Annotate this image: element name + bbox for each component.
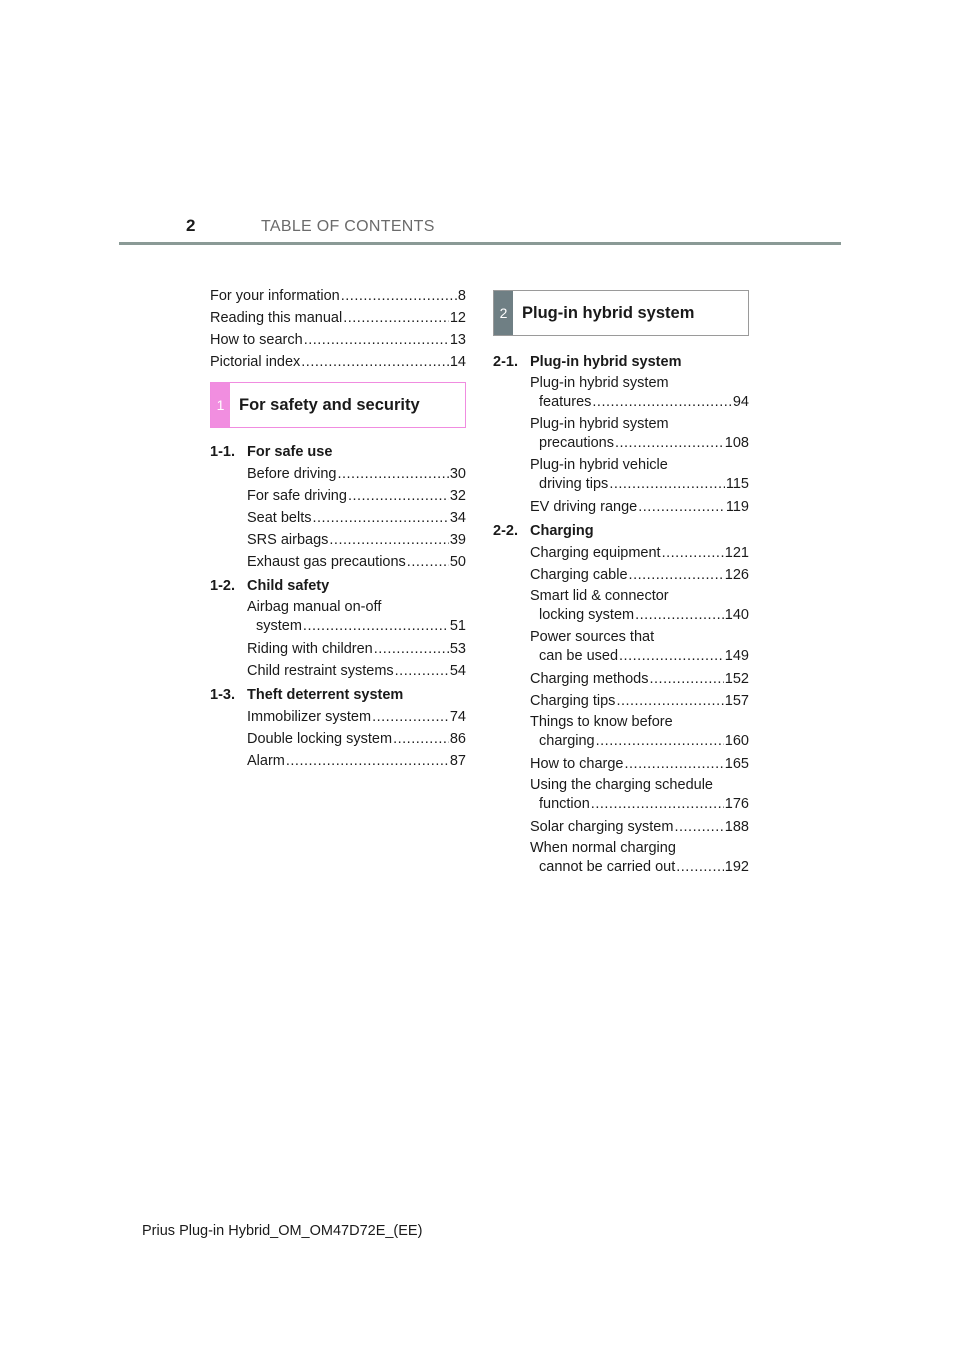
section-1-1 — [210, 441, 466, 573]
toc-link-how-to-search[interactable]: How to search ..... 13 — [210, 329, 466, 351]
section-1-3 — [210, 684, 466, 772]
toc-link-for-safe-driving[interactable]: For safe driving ..... 32 — [247, 485, 466, 507]
chapter-tab-number: 2 — [494, 291, 513, 335]
toc-link-solar-charging-system[interactable]: Solar charging system ..... 188 — [530, 816, 749, 838]
toc-link-charging-equipment[interactable]: Charging equipment ..... 121 — [530, 542, 749, 564]
chapter-1-heading[interactable] — [210, 382, 466, 428]
toc-link-child-restraint-systems[interactable]: Child restraint systems ..... 54 — [247, 660, 466, 682]
chapter-title: For safety and security — [239, 395, 420, 414]
front-matter-list — [210, 285, 466, 373]
toc-link-power-sources-that-can-be-used[interactable]: Power sources that can be used ..... 149 — [530, 627, 749, 665]
toc-link-plug-in-hybrid-vehicle-driving-tips[interactable]: Plug-in hybrid vehicle driving tips ..... 115 — [530, 455, 749, 493]
section-heading[interactable]: 1-3. Theft deterrent system — [210, 687, 404, 703]
header-title: TABLE OF CONTENTS — [261, 218, 435, 235]
toc-link-things-to-know-before-charging[interactable]: Things to know before charging ..... 160 — [530, 712, 749, 750]
toc-link-ev-driving-range[interactable]: EV driving range ..... 119 — [530, 496, 749, 518]
header-rule — [119, 242, 841, 245]
footer-document-id: Prius Plug-in Hybrid_OM_OM47D72E_(EE) — [142, 1223, 423, 1239]
toc-link-exhaust-gas-precautions[interactable]: Exhaust gas precautions ..... 50 — [247, 551, 466, 573]
section-heading[interactable]: 2-2. Charging — [493, 523, 594, 539]
toc-link-seat-belts[interactable]: Seat belts ..... 34 — [247, 507, 466, 529]
toc-link-alarm[interactable]: Alarm ..... 87 — [247, 750, 466, 772]
toc-link-how-to-charge[interactable]: How to charge ..... 165 — [530, 753, 749, 775]
toc-column-right — [493, 290, 749, 879]
toc-link-pictorial-index[interactable]: Pictorial index ..... 14 — [210, 351, 466, 373]
section-1-2 — [210, 575, 466, 682]
toc-link-srs-airbags[interactable]: SRS airbags ..... 39 — [247, 529, 466, 551]
chapter-tab-number: 1 — [211, 383, 230, 427]
section-heading[interactable]: 2-1. Plug-in hybrid system — [493, 354, 682, 370]
toc-link-plug-in-hybrid-system-features[interactable]: Plug-in hybrid system features ..... 94 — [530, 373, 749, 411]
section-2-2 — [493, 520, 749, 876]
toc-link-double-locking-system[interactable]: Double locking system ..... 86 — [247, 728, 466, 750]
toc-link-smart-lid-connector-locking-system[interactable]: Smart lid & connector locking system ..... 140 — [530, 586, 749, 624]
toc-link-plug-in-hybrid-system-precautions[interactable]: Plug-in hybrid system precautions ..... 108 — [530, 414, 749, 452]
section-heading[interactable]: 1-1. For safe use — [210, 444, 333, 460]
toc-link-charging-tips[interactable]: Charging tips ..... 157 — [530, 690, 749, 712]
toc-link-when-normal-charging-cannot-be-carried-out[interactable]: When normal charging cannot be carried out ..... 192 — [530, 838, 749, 876]
chapter-title: Plug-in hybrid system — [522, 303, 695, 322]
toc-link-charging-cable[interactable]: Charging cable ..... 126 — [530, 564, 749, 586]
toc-link-charging-methods[interactable]: Charging methods ..... 152 — [530, 668, 749, 690]
toc-link-for-your-information[interactable]: For your information ..... 8 — [210, 285, 466, 307]
chapter-2-heading[interactable] — [493, 290, 749, 336]
toc-link-using-the-charging-schedule-function[interactable]: Using the charging schedule function ..... 176 — [530, 775, 749, 813]
toc-link-airbag-manual-on-off-system[interactable]: Airbag manual on-off system ..... 51 — [247, 597, 466, 635]
toc-column-left — [210, 285, 466, 772]
toc-link-riding-with-children[interactable]: Riding with children ..... 53 — [247, 638, 466, 660]
toc-link-reading-this-manual[interactable]: Reading this manual ..... 12 — [210, 307, 466, 329]
toc-link-immobilizer-system[interactable]: Immobilizer system ..... 74 — [247, 706, 466, 728]
section-2-1 — [493, 351, 749, 518]
section-heading[interactable]: 1-2. Child safety — [210, 578, 330, 594]
toc-link-before-driving[interactable]: Before driving ..... 30 — [247, 463, 466, 485]
page-number: 2 — [186, 216, 196, 235]
